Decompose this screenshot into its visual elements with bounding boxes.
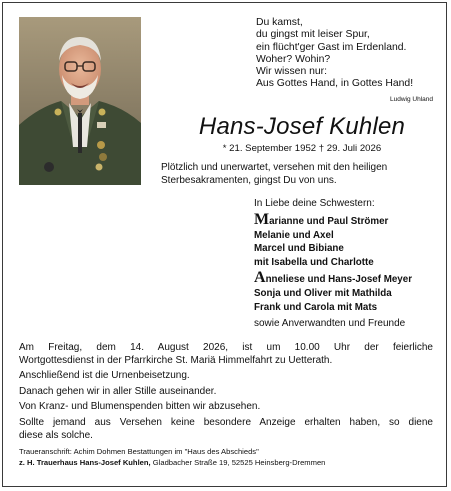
- poem-author: Ludwig Uhland: [389, 96, 433, 103]
- mourner-line: Marcel und Bibiane: [254, 243, 344, 255]
- mourner-line: Sonja und Oliver mit Mathilda: [254, 287, 392, 299]
- poem-line: Wir wissen nur:: [256, 66, 328, 78]
- mourner-line: mit Isabella und Charlotte: [254, 256, 374, 268]
- decorative-initial: A: [254, 269, 266, 287]
- service-information: [19, 342, 433, 445]
- mourners-heading: In Liebe deine Schwestern:: [254, 198, 375, 209]
- mourning-address: [19, 446, 439, 468]
- announcement-line: Sterbesakramenten, gingst Du von uns.: [161, 174, 337, 186]
- portrait-photo: [19, 17, 141, 185]
- portrait-illustration: [19, 17, 141, 185]
- address-line: [19, 457, 439, 468]
- mourners-closing: sowie Anverwandten und Freunde: [254, 318, 406, 330]
- mourner-name: nneliese und Hans-Josef Meyer: [265, 274, 413, 286]
- death-announcement: [161, 162, 436, 187]
- announcement-line: Plötzlich und unerwartet, versehen mit den heiligen: [161, 162, 388, 173]
- service-line: Wortgottesdienst in der Pfarrkirche St. Mariä Himmelfahrt zu Uetterath.: [19, 354, 333, 366]
- deceased-name: Hans-Josef Kuhlen: [198, 113, 406, 140]
- service-line: Am Freitag, dem 14. August 2026, ist um 10.00 Uhr der feierliche: [19, 342, 433, 353]
- poem-block: [256, 17, 436, 91]
- mourner-line: Frank und Carola mit Mats: [254, 301, 378, 313]
- address-line: Traueranschrift: Achim Dohmen Bestattungen im "Haus des Abschieds": [19, 447, 259, 456]
- poem-line: Aus Gottes Hand, in Gottes Hand!: [256, 78, 414, 90]
- mourners-list: [254, 197, 439, 330]
- apology-line: diese als solche.: [19, 429, 93, 441]
- poem-line: Du kamst,: [256, 17, 303, 28]
- donations-note: Von Kranz- und Blumenspenden bitten wir abzusehen.: [19, 401, 261, 413]
- decorative-initial: M: [254, 211, 270, 228]
- mourner-line: [254, 211, 439, 229]
- life-dates: * 21. September 1952 † 29. Juli 2026: [222, 143, 382, 154]
- address-recipient: z. H. Trauerhaus Hans-Josef Kuhlen,: [19, 458, 151, 468]
- apology-line: Sollte jemand aus Versehen keine besondere Anzeige erhalten haben, so diene: [19, 416, 433, 428]
- mourner-name: arianne und Paul Strömer: [269, 216, 389, 227]
- silence-note: Danach gehen wir in aller Stille auseinander.: [19, 385, 217, 397]
- burial-note: Anschließend ist die Urnenbeisetzung.: [19, 370, 190, 382]
- mourner-line: [254, 269, 439, 287]
- mourner-line: Melanie und Axel: [254, 229, 334, 241]
- address-street: Gladbacher Straße 19, 52525 Heinsberg-Dremmen: [150, 458, 326, 468]
- poem-line: ein flücht'ger Gast im Erdenland.: [256, 41, 407, 53]
- poem-line: du gingst mit leiser Spur,: [256, 29, 370, 41]
- poem-line: Woher? Wohin?: [256, 53, 331, 65]
